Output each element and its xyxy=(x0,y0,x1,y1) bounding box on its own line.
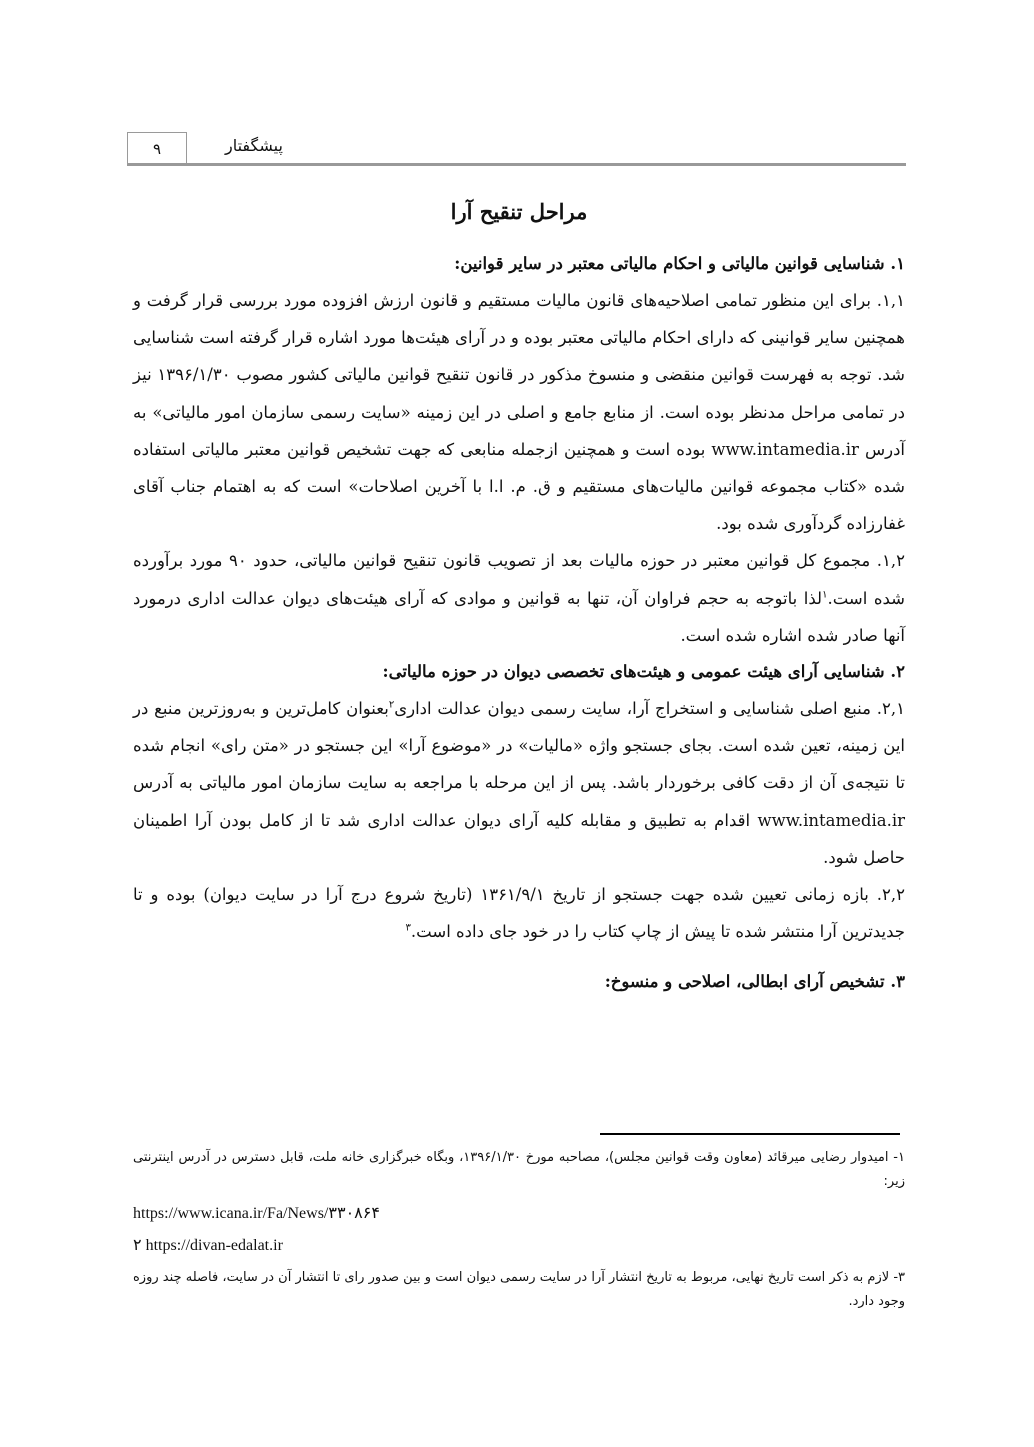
section-heading-1: ۱. شناسایی قوانین مالیاتی و احکام مالیاتی معتبر در سایر قوانین: xyxy=(454,254,905,273)
running-head: پیشگفتار xyxy=(225,136,283,155)
paragraph-1-1: ۱,۱. برای این منظور تمامی اصلاحیه‌های قانون مالیات مستقیم و قانون ارزش افزوده مورد بررسی قرار گرفت و همچنین سایر قوانینی که دارای احکام مالیاتی معتبر بوده و در آرای هیئت‌ها مورد اشاره قرار گرفته است شناسایی شد. توجه به فهرست قوانین منقضی و منسوخ مذکور در قانون تنقیح قوانین مالیاتی کشور مصوب ۱۳۹۶/۱/۳۰ نیز در تمامی مراحل مدنظر بوده است. از منابع جامع و اصلی در این زمینه «سایت رسمی سازمان امور مالیاتی» به آدرس www.intamedia.ir بوده است و همچنین ازجمله منابعی که جهت تشخیص قوانین معتبر مالیاتی استفاده شده «کتاب مجموعه قوانین مالیات‌های مستقیم و ق. م. ا.ا با آخرین اصلاحات» است که به اهتمام جناب آقای غفارزاده گردآوری شده بود. xyxy=(133,291,906,534)
page-number: ۹ xyxy=(152,139,162,158)
footnote-ref-3[interactable]: ۳ xyxy=(405,922,411,934)
paragraph-1-2: ۱,۲. مجموع کل قوانین معتبر در حوزه مالیات بعد از تصویب قانون تنقیح قوانین مالیاتی، حدود ۹۰ مورد برآورده شده است.$^۱$لذا باتوجه به حجم فراوان آن، تنها به قوانین و موادی که آرای هیئت‌های دیوان عدالت اداری درمورد آنها صادر شده اشاره شده است. xyxy=(133,551,906,645)
page-number-box xyxy=(127,132,187,164)
paragraph-2-2: ۲,۲. بازه زمانی تعیین شده جهت جستجو از تاریخ ۱۳۶۱/۹/۱ (تاریخ شروع درج آرا در سایت دیوان) بوده و تا جدیدترین آرا منتشر شده تا پیش از چاپ کتاب را در خود جای داده است.$^۳$ xyxy=(133,885,906,942)
footnotes xyxy=(133,1146,905,1322)
intamedia-link[interactable]: www.intamedia.ir xyxy=(711,439,859,459)
footnote-1-link[interactable]: https://www.icana.ir/Fa/News/۳۳۰۸۶۴ xyxy=(133,1205,380,1222)
paragraph-2-1: ۲,۱. منبع اصلی شناسایی و استخراج آرا، سایت رسمی دیوان عدالت اداری$^۲$بعنوان کامل‌ترین و به‌روزترین منبع در این زمینه، تعین شده است. بجای جستجو واژه «مالیات» در «موضوع آرا» این جستجو در «متن رای» انجام شده تا نتیجه‌ی آن از دقت کافی برخوردار باشد. پس از این مرحله با مراجعه به سایت سازمان امور مالیاتی به آدرس www.intamedia.ir اقدام به تطبیق و مقابله کلیه آرای دیوان عدالت اداری شد تا از کامل بودن آرا اطمینان حاصل شود. xyxy=(133,699,906,867)
main-content xyxy=(133,192,905,1000)
section-heading-3: ۳. تشخیص آرای ابطالی، اصلاحی و منسوخ: xyxy=(604,972,905,992)
section-heading-2: ۲. شناسایی آرای هیئت عمومی و هیئت‌های تخصصی دیوان در حوزه مالیاتی: xyxy=(382,662,905,682)
footnote-2-link[interactable]: ۲ https://divan-edalat.ir xyxy=(133,1237,283,1254)
footnote-rule xyxy=(600,1133,900,1135)
footnote-ref-1[interactable]: ۱ xyxy=(822,589,828,601)
page-title: مراحل تنقیح آرا xyxy=(450,199,588,224)
footnote-ref-2[interactable]: ۲ xyxy=(388,699,395,711)
footnote-1: ۱- امیدوار رضایی میرقائد (معاون وقت قوانین مجلس)، مصاحبه مورخ ۱۳۹۶/۱/۳۰، وبگاه خبرگزاری خانه ملت، قابل دسترس در آدرس اینترنتی زیر: xyxy=(133,1150,905,1189)
header-rule xyxy=(127,163,906,166)
footnote-3: ۳- لازم به ذکر است تاریخ نهایی، مربوط به تاریخ انتشار آرا در سایت رسمی دیوان است و بین صدور رای تا انتشار آن در سایت، فاصله چند روزه وجود دارد. xyxy=(133,1270,905,1309)
intamedia-link[interactable]: www.intamedia.ir xyxy=(757,810,906,830)
